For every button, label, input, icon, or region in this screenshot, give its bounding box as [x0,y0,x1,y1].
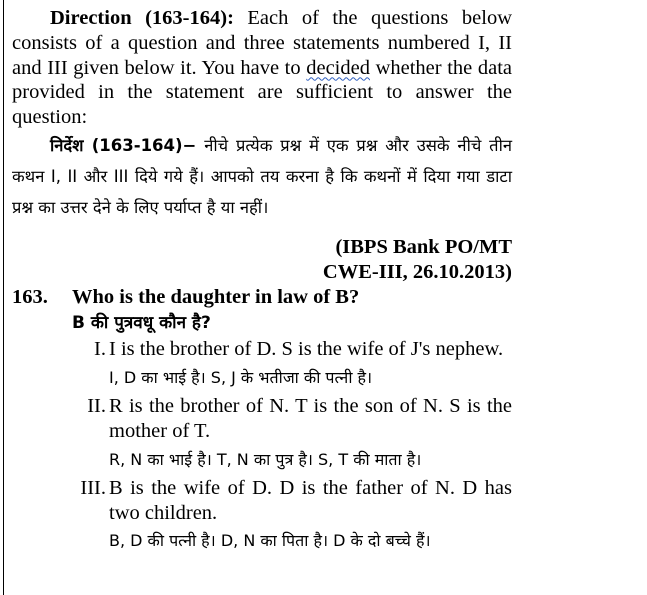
statement-number: II. [87,395,106,418]
direction-text-pre: Each of the questions below consists of a question and three statements numbered I, II and III given below it. You have to [12,7,513,79]
statement-hindi: B, D की पत्नी है। D, N का पिता है। D के दो बच्चे हैं। [109,531,431,551]
statement-hindi: I, D का भाई है। S, J के भतीजा की पत्नी है। [109,368,373,388]
question-text-hindi: B की पुत्रवधू कौन है? [72,313,211,334]
statement-1 [72,337,512,394]
question-text: Who is the daughter in law of B? [72,285,360,308]
statement-2 [72,394,512,476]
direction-hindi-paragraph [12,130,512,223]
direction-hindi-text: नीचे प्रत्येक प्रश्न में एक प्रश्न और उसके नीचे तीन कथन I, II और III दिये गये हैं। आपको तय करना है कि कथनों में दिया गया डाटा प्रश्न का उत्तर देने के लिए पर्याप्त है या नहीं। [12,135,512,217]
question-block [12,285,512,558]
document-page [12,6,512,557]
question-body [72,285,512,558]
statement-english: I is the brother of D. S is the wife of J's nephew. [109,338,504,361]
statement-english: R is the brother of N. T is the son of N. S is the mother of T. [109,395,512,442]
statement-hindi: R, N का भाई है। T, N का पुत्र है। S, T की माता है। [109,449,422,469]
spellcheck-word: decided [306,56,370,79]
direction-label: Direction (163-164): [50,7,234,29]
statement-number: I. [94,338,106,361]
source-citation-line2: CWE-III, 26.10.2013) [322,260,512,283]
direction-hindi-label: निर्देश (163-164)− [50,135,197,155]
source-citation-line1: (IBPS Bank PO/MT [335,235,512,258]
left-margin-rule [3,0,4,595]
direction-paragraph [12,6,512,130]
statement-3 [72,476,512,558]
question-number: 163. [12,285,48,308]
statement-english: B is the wife of D. D is the father of N. D has two children. [109,476,512,524]
direction-text-post: whether the data provided in the statement are sufficient to answer the question: [12,56,512,129]
statement-number: III. [80,476,106,499]
